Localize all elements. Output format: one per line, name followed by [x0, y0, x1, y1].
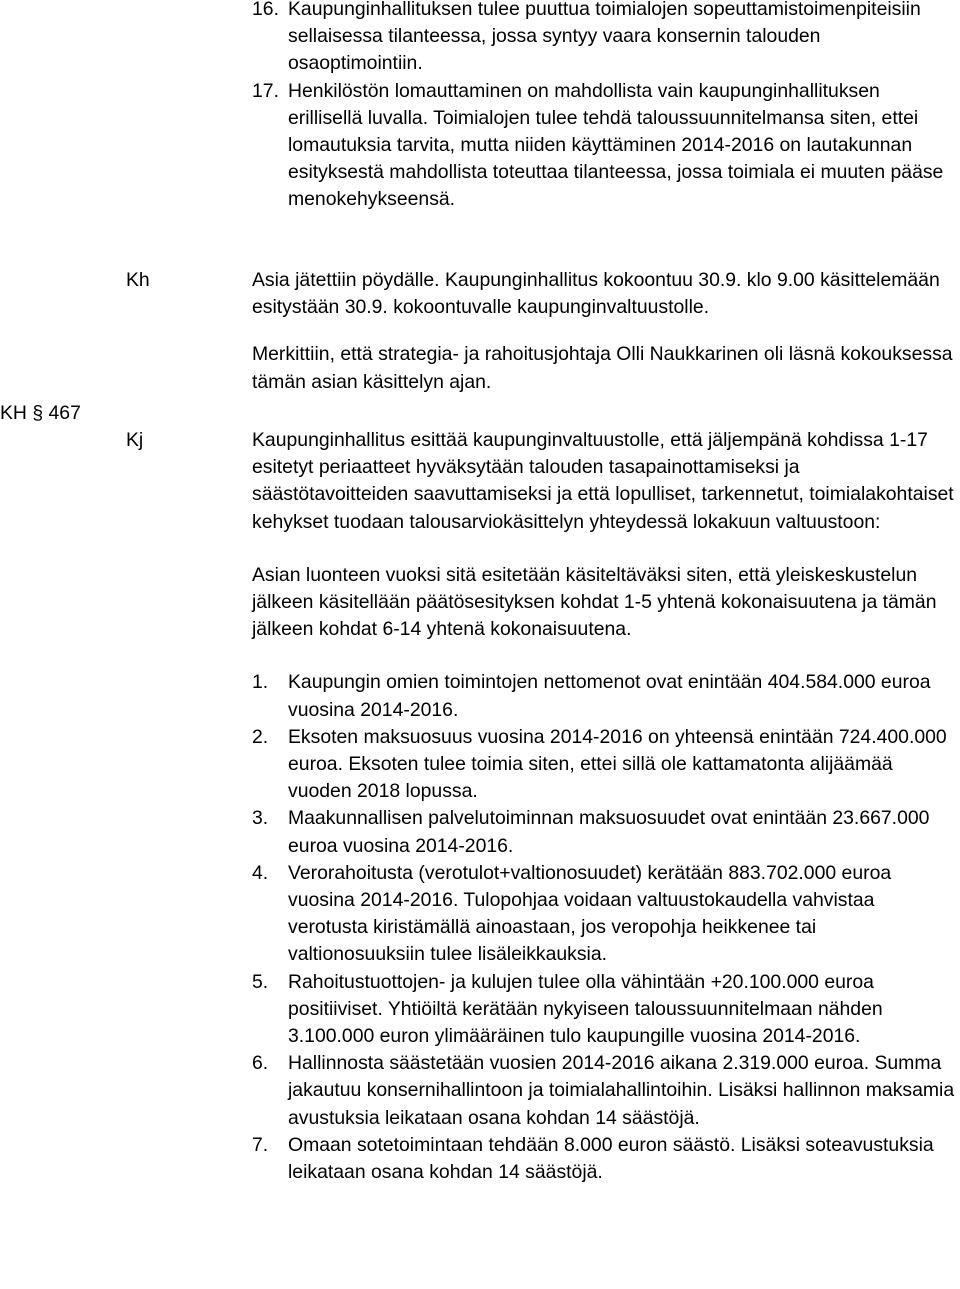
kj-label: Kj [126, 429, 144, 451]
item-number: 4. [252, 861, 269, 884]
list-item [252, 805, 958, 859]
item-text: Henkilöstön lomauttaminen on mahdollista vain kaupunginhallituksen erillisellä luvalla. Toimialojen tulee tehdä taloussuunnitelmansa siten, ettei lomautuksia tarvita, mutta niiden käyttäminen 2014-2016 on lautakunnan esityksestä mahdollista toteuttaa tilanteessa, jossa toimiala ei muuten pääse menokehykseensä. [288, 79, 944, 211]
item-text: Maakunnallisen palvelutoiminnan maksuosuudet ovat enintään 23.667.000 euroa vuosina 2014-2016. [288, 807, 930, 857]
item-number: 5. [252, 970, 269, 993]
top-items [252, 0, 958, 214]
kj-procedure: Asian luonteen vuoksi sitä esitetään käsiteltäväksi siten, että yleiskeskustelun jälkeen käsitellään päätösesityksen kohdat 1-5 yhtenä kokonaisuutena ja tämän jälkeen kohdat 6-14 yhtenä kokonaisuutena. [252, 563, 937, 641]
item-text: Omaan sotetoimintaan tehdään 8.000 euron säästö. Lisäksi soteavustuksia leikataan osana kohdan 14 säästöjä. [288, 1133, 934, 1184]
kj-items [252, 669, 958, 1186]
item-text: Kaupungin omien toimintojen nettomenot ovat enintään 404.584.000 euroa vuosina 2014-2016. [288, 671, 931, 721]
kj-section [252, 427, 958, 1186]
item-number: 1. [252, 671, 269, 694]
list-item [252, 724, 958, 806]
item-number: 17. [252, 79, 279, 102]
kh-note: Merkittiin, että strategia- ja rahoitusjohtaja Olli Naukkarinen oli läsnä kokouksessa tämän asian käsittelyn ajan. [252, 343, 953, 393]
item-text: Verorahoitusta (verotulot+valtionosuudet) kerätään 883.702.000 euroa vuosina 2014-2016. Tulopohjaa voidaan valtuustokaudella vahvistaa verotusta kiristämällä ainoastaan, jos veropohja heikkenee tai valtionosuuksiin tulee lisäleikkauksia. [288, 861, 892, 966]
list-item [252, 969, 958, 1051]
item-text: Kaupunginhallituksen tulee puuttua toimialojen sopeuttamistoimenpiteisiin sellaisessa tilanteessa, jossa syntyy vaara konsernin talouden osaoptimointiin. [288, 0, 921, 75]
list-item [252, 0, 958, 78]
section-ref: KH § 467 [0, 402, 81, 424]
item-number: 16. [252, 0, 279, 20]
kj-intro: Kaupunginhallitus esittää kaupunginvaltuustolle, että jäljempänä kohdissa 1-17 esitetyt periaatteet hyväksytään talouden tasapainottamiseksi ja säästötavoitteiden saavuttamiseksi ja että lopulliset, tarkennetut, toimialakohtaiset kehykset tuodaan talousarviokäsittelyn yhteydessä lokakuun valtuustoon: [252, 429, 954, 533]
item-number: 2. [252, 725, 269, 748]
item-number: 7. [252, 1133, 269, 1156]
list-item [252, 669, 958, 723]
kh-label: Kh [126, 269, 150, 291]
kh-text: Asia jätettiin pöydälle. Kaupunginhallitus kokoontuu 30.9. klo 9.00 käsittelemään esitystään 30.9. kokoontuvalle kaupunginvaltuustolle. [252, 269, 940, 319]
item-number: 6. [252, 1052, 269, 1075]
list-item [252, 1132, 958, 1186]
list-item [252, 78, 958, 214]
list-item [252, 1050, 958, 1132]
list-item [252, 860, 958, 969]
item-text: Hallinnosta säästetään vuosien 2014-2016 aikana 2.319.000 euroa. Summa jakautuu konsernihallintoon ja toimialahallintoihin. Lisäksi hallinnon maksamia avustuksia leikataan osana kohdan 14 säästöjä. [288, 1052, 955, 1129]
item-text: Rahoitustuottojen- ja kulujen tulee olla vähintään +20.100.000 euroa positiiviset. Yhtiöiltä kerätään nykyiseen taloussuunnitelmaan nähden 3.100.000 euron ylimääräinen tulo kaupungille vuosina 2014-2016. [288, 970, 883, 1048]
kh-section [252, 267, 958, 396]
item-text: Eksoten maksuosuus vuosina 2014-2016 on yhteensä enintään 724.400.000 euroa. Eksoten tulee toimia siten, ettei sillä ole kattamatonta alijäämää vuoden 2018 lopussa. [288, 725, 947, 803]
item-number: 3. [252, 807, 269, 830]
